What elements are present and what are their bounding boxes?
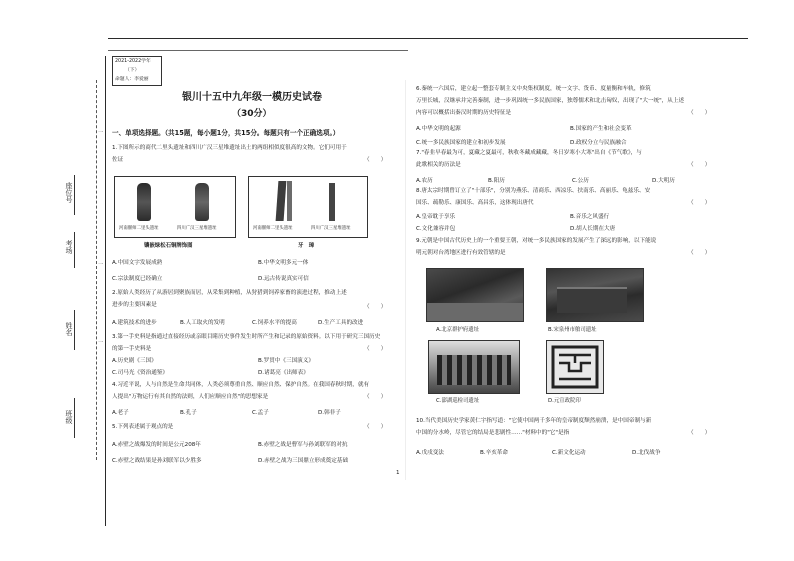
q8-option-a: A.皇帝耽于享乐 [416, 214, 456, 220]
column-divider [405, 80, 406, 480]
q5-option-a: A.赤壁之战爆发的时间是公元208年 [112, 442, 201, 448]
header-box [112, 56, 162, 86]
q9-paren: （ ） [688, 250, 711, 256]
q2-text2: 进步的主要因素是 [112, 302, 157, 308]
bronze-plaque-2 [195, 183, 209, 221]
yazhang-3 [329, 183, 335, 221]
q2-option-b: B.人工取火的发明 [180, 320, 225, 326]
q1-text2: 佐证 [112, 157, 124, 163]
school-year: 2021-2022学年 [115, 59, 151, 64]
q1-option-a: A.中国文字发展成熟 [112, 260, 163, 266]
q5-option-d: D.赤壁之战为三国鼎立形成奠定基础 [258, 458, 348, 464]
q10-option-d: D.北伐战争 [632, 450, 661, 456]
q9-text2: 明元朝对台湾地区进行有效管辖的是 [416, 250, 506, 256]
q3-option-b: B.罗贯中《三国演义》 [258, 358, 314, 364]
q1-img-label-2: 四川广汉三星堆遗址 [177, 226, 217, 231]
binding-line-left [105, 56, 106, 526]
binding-mark-2: 一 [98, 262, 104, 268]
q3-option-c: C.司马光《资治通鉴》 [112, 370, 169, 376]
q6-option-b: B.国家的产生和社会变革 [570, 126, 632, 132]
binding-mark-1: 一 [98, 130, 104, 136]
seal-icon [547, 341, 603, 393]
q4-paren: （ ） [364, 394, 387, 400]
q9-photo-c [428, 340, 520, 394]
q3-text2: 的第一手史料是 [112, 346, 152, 352]
q7-text2: 此歌相关的历法是 [416, 162, 461, 168]
q6-option-a: A.中华文明的起源 [416, 126, 461, 132]
q3-option-d: D.诸葛亮《出师表》 [258, 370, 309, 376]
q9-photo-c-building [437, 355, 511, 385]
q1-option-c: C.宗法制度已经确立 [112, 276, 163, 282]
q8-text1: 8.唐太宗时期曾订立了"十部乐"，分别为燕乐、清商乐、西凉乐、扶南乐、高丽乐、龟兹乐、安 [416, 188, 651, 194]
q2-text: 2.原始人类经历了从游居到聚族而居，从采集到种植，从狩猎到饲养家畜的演进过程，推动上述 [112, 290, 347, 296]
q2-option-a: A.建筑技术的进步 [112, 320, 157, 326]
q9-caption-c: C.澎湖巡检司遗址 [436, 398, 480, 404]
q9-caption-a: A.北京群护府遗址 [436, 327, 480, 333]
q9-photo-a-ground [427, 303, 523, 321]
exam-score: （30分） [232, 109, 272, 119]
q9-photo-b-ruin [557, 287, 627, 313]
q9-text1: 9.元朝是中国古代历史上的一个重要王朝，对统一多民族国家的发展产生了深远的影响，以下能说 [416, 238, 657, 244]
q6-option-d: D.政权分立与民族融合 [570, 140, 627, 146]
q9-photo-b [546, 268, 644, 322]
q1-paren: （ ） [364, 157, 387, 163]
q1-option-b: B.中华文明多元一体 [258, 260, 309, 266]
q10-text2: 中国的分水岭，尽管它的结局是悲剧性……"材料中的"它"是指 [416, 430, 570, 436]
author: 命题人：李爱丽 [115, 77, 149, 82]
q6-text1: 6.秦统一六国后，建立起一整套专制主义中央集权制度，统一文字、货币、度量衡和车轨，修筑 [416, 86, 651, 92]
exam-room-label: 考场 [65, 240, 73, 254]
q4-text2: 人提出"万物运行有其自然的法则，人们应顺应自然"的思想家是 [112, 394, 269, 400]
q6-text3: 内容可以概括出秦汉时期的历史特征是 [416, 110, 512, 116]
name-underline [74, 310, 75, 350]
q4-option-b: B.孔子 [180, 410, 197, 416]
name-label: 姓名 [65, 322, 73, 336]
q5-paren: （ ） [364, 424, 387, 430]
q4-option-a: A.老子 [112, 410, 129, 416]
q1-img-label-3: 河南偃师二里头遗址 [253, 226, 293, 231]
q3-paren: （ ） [364, 346, 387, 352]
top-rule [108, 38, 748, 39]
q7-option-a: A.农历 [416, 178, 433, 184]
q9-photo-a [426, 268, 524, 322]
top-rule-inner [108, 50, 408, 51]
q2-option-c: C.饲养水平的提高 [252, 320, 297, 326]
q5-option-b: B.赤壁之战是曹军与孙刘联军的对抗 [258, 442, 348, 448]
q8-option-b: B.音乐之风盛行 [570, 214, 610, 220]
q4-option-c: C.孟子 [252, 410, 269, 416]
page-number: 1 [396, 470, 400, 476]
q1-caption-left: 镶嵌绿松石铜牌饰图 [144, 243, 193, 249]
q7-option-b: B.阳历 [488, 178, 505, 184]
q9-photo-d [546, 340, 604, 394]
binding-dashed-line [96, 80, 97, 460]
q1-caption-right: 牙 璋 [298, 243, 315, 249]
q8-paren: （ ） [688, 200, 711, 206]
q10-text1: 10.当代美国历史学家黄仁宇指写道："它使中国两千多年的皇帝制度颓然崩溃，是中国帝制与新 [416, 418, 652, 424]
q6-option-c: C.统一多民族国家的建立和初步发展 [416, 140, 506, 146]
q3-text: 3.第一手史料是指通过直接经历或亲眼目睹历史事件发生时所产生和记录的原始资料。以下用于研究三国历史 [112, 334, 381, 340]
q9-caption-b: B.宋泉州市舶司遗址 [548, 327, 597, 333]
q1-option-d: D.远古传说真实可信 [258, 276, 309, 282]
class-label: 班级 [65, 410, 73, 424]
q1-text: 1.下图所示的商代二里头遗址和四川广汉三星堆遗址出土的两组相似度很高的文物。它们可用于 [112, 145, 347, 151]
q7-paren: （ ） [688, 162, 711, 168]
q10-option-a: A.戊戌变法 [416, 450, 444, 456]
q7-option-c: C.公历 [572, 178, 589, 184]
q8-option-c: C.文化兼容并包 [416, 226, 456, 232]
q7-option-d: D.大明历 [652, 178, 675, 184]
q1-img-label-1: 河南偃师二里头遗址 [119, 226, 159, 231]
q6-paren: （ ） [688, 110, 711, 116]
q1-img-label-4: 四川广汉三星堆遗址 [311, 226, 351, 231]
section-heading: 一、单项选择题。（共15题，每小题1分，共15分。每题只有一个正确选项。） [112, 129, 340, 137]
exam-room-underline [74, 232, 75, 268]
exam-title: 银川十五中九年级一模历史试卷 [182, 92, 322, 103]
q1-figure-left [114, 176, 236, 238]
bronze-plaque-1 [137, 183, 151, 221]
seat-underline [74, 175, 75, 215]
q8-text2: 国乐、疏勒乐、康国乐、高昌乐，这体现出唐代 [416, 200, 534, 206]
class-underline [74, 398, 75, 438]
q2-option-d: D.生产工具的改进 [318, 320, 364, 326]
q10-paren: （ ） [688, 430, 711, 436]
q5-text: 5.下列表述属于观点的是 [112, 424, 174, 430]
term: （下） [125, 68, 140, 73]
q5-option-c: C.赤壁之战结果是孙刘联军以少胜多 [112, 458, 202, 464]
seat-label: 座位号 [65, 182, 73, 203]
q10-option-c: C.新文化运动 [552, 450, 586, 456]
q4-text: 4.习近平说，人与自然是生命共同体，人类必须尊重自然、顺应自然、保护自然。在我国春秋时期，就有 [112, 382, 370, 388]
q3-option-a: A.历史剧《三国》 [112, 358, 157, 364]
q10-option-b: B.辛亥革命 [480, 450, 508, 456]
q2-paren: （ ） [364, 304, 387, 310]
q6-text2: 万里长城，汉继承并完善秦制，进一步巩固统一多民族国家，独尊儒术和北击匈奴，出现了"大一统"，从上述 [416, 98, 685, 104]
q7-text1: 7."春韭早春最为可，夏藏之夏最可，秋收冬藏成藏藏，冬日岁寒小大寒"出自《节气歌》，与 [416, 150, 642, 156]
yazhang-2 [287, 181, 292, 221]
yazhang-1 [276, 181, 287, 221]
q9-caption-d: D.元宣政院印 [548, 398, 581, 404]
q8-option-d: D.胡人长期在大唐 [570, 226, 616, 232]
binding-mark-3: 一 [98, 340, 104, 346]
q4-option-d: D.韩非子 [318, 410, 341, 416]
q1-figure-right [248, 176, 368, 238]
